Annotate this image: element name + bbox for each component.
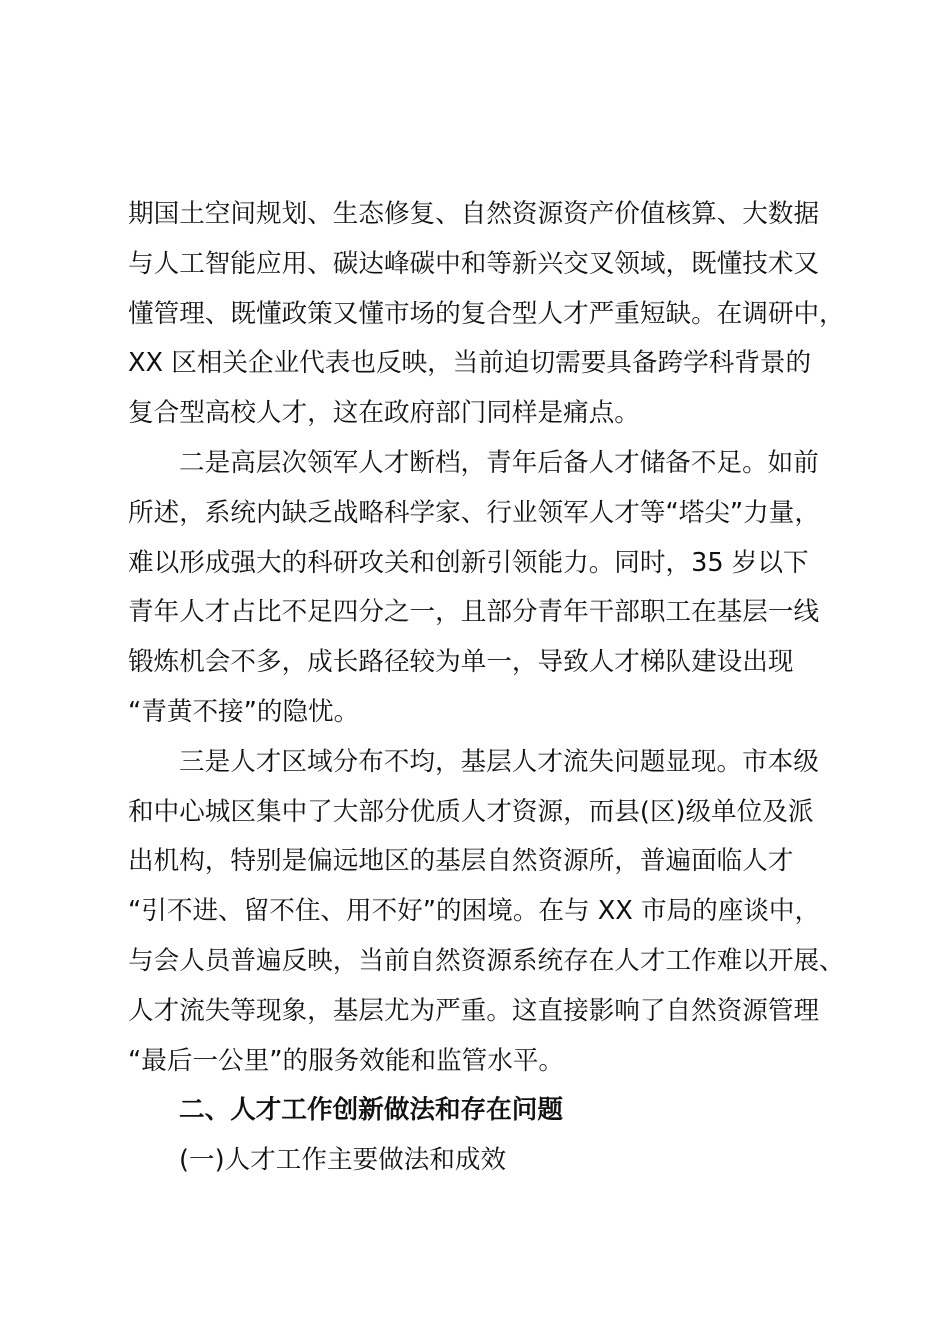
text-line: 人才流失等现象，基层尤为严重。这直接影响了自然资源管理 (128, 995, 820, 1026)
paragraph-composite-talent-shortage (128, 190, 845, 439)
text-line: 难以形成强大的科研攻关和创新引领能力。同时，35 岁以下 (128, 547, 809, 578)
paragraph-regional-distribution (128, 738, 845, 1087)
text-line: 懂管理、既懂政策又懂市场的复合型人才严重短缺。在调研中， (128, 298, 845, 329)
text-line: 与人工智能应用、碳达峰碳中和等新兴交叉领域，既懂技术又 (128, 248, 820, 279)
paragraph-leading-talent-gap (128, 439, 828, 738)
text-line: 锻炼机会不多，成长路径较为单一，导致人才梯队建设出现 (128, 647, 794, 678)
text-line: 二是高层次领军人才断档，青年后备人才储备不足。如前 (179, 447, 819, 478)
section-heading: 二、人才工作创新做法和存在问题 (179, 1095, 563, 1126)
text-line: 复合型高校人才，这在政府部门同样是痛点。 (128, 398, 640, 429)
text-line: 和中心城区集中了大部分优质人才资源，而县(区)级单位及派 (128, 796, 814, 827)
text-line: 出机构，特别是偏远地区的基层自然资源所，普遍面临人才 (128, 846, 794, 877)
text-line: 与会人员普遍反映，当前自然资源系统存在人才工作难以开展、 (128, 945, 845, 976)
text-line: “引不进、留不住、用不好”的困境。在与 XX 市局的座谈中， (128, 896, 821, 927)
text-line: “青黄不接”的隐忧。 (128, 696, 360, 727)
text-line: 所述，系统内缺乏战略科学家、行业领军人才等“塔尖”力量， (128, 497, 820, 528)
text-line: 期国土空间规划、生态修复、自然资源资产价值核算、大数据 (128, 199, 820, 229)
text-line: 青年人才占比不足四分之一，且部分青年干部职工在基层一线 (128, 597, 820, 628)
subsection-heading: (一)人才工作主要做法和成效 (179, 1145, 507, 1176)
document-page (128, 190, 845, 1186)
text-line: 三是人才区域分布不均，基层人才流失问题显现。市本级 (179, 746, 819, 777)
text-line: XX 区相关企业代表也反映，当前迫切需要具备跨学科背景的 (128, 348, 812, 379)
text-line: “最后一公里”的服务效能和监管水平。 (128, 1045, 565, 1076)
